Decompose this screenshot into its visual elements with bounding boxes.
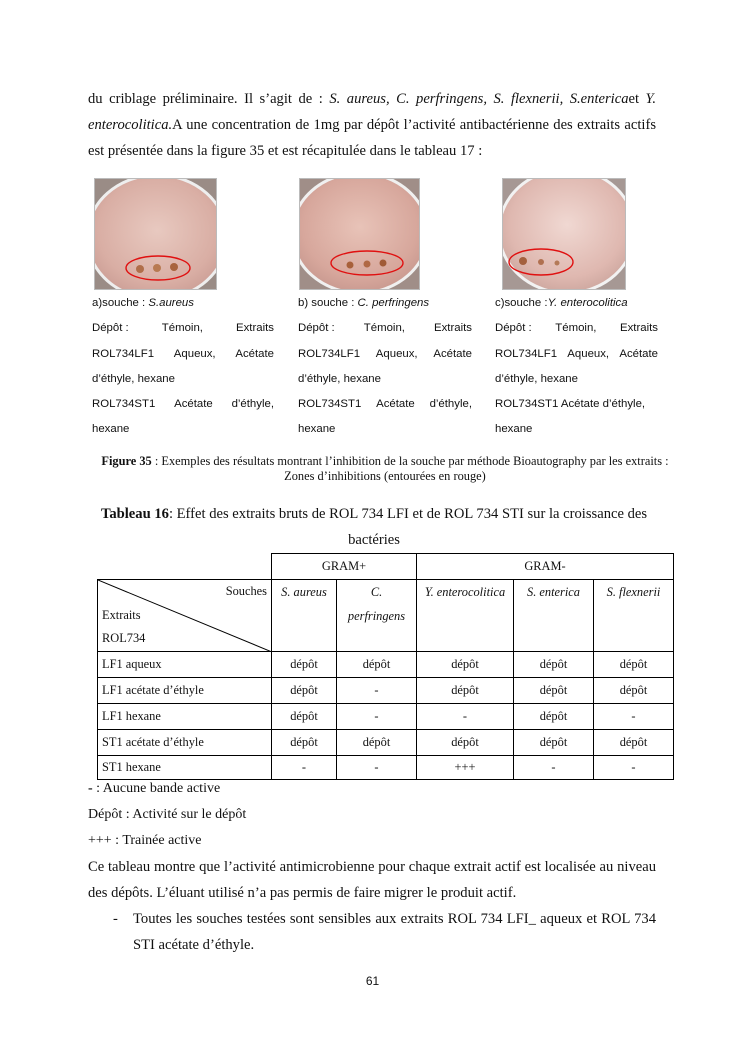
conclusion-paragraph: Ce tableau montre que l’activité antimicrobienne pour chaque extrait actif est localisée au niveau des dépôts. L’éluant utilisé n’a pas permis de faire migrer le produit actif.: [88, 859, 656, 901]
table-cell: dépôt: [594, 678, 674, 704]
table-cell: dépôt: [594, 730, 674, 756]
bullet-item: [113, 906, 656, 958]
page-number: 61: [365, 974, 380, 988]
row-label: LF1 hexane: [98, 704, 272, 730]
cap-word: Acétate: [433, 347, 472, 360]
column-header: Y. enterocolitica: [417, 580, 514, 652]
results-table: [97, 553, 674, 780]
table-cell: -: [337, 678, 417, 704]
intro-paragraph: [88, 86, 656, 164]
cap-word: Dépôt :: [298, 322, 335, 335]
species-list: S. aureus, C. perfringens, S. flexnerii, S.enterica: [329, 91, 629, 107]
cap-word: ROL734ST1: [298, 398, 362, 411]
row-label: LF1 acétate d’éthyle: [98, 678, 272, 704]
panel-species: C. perfringens: [357, 297, 430, 309]
table-cell: dépôt: [514, 704, 594, 730]
cap-word: Extraits: [434, 322, 472, 335]
cap-word: Aqueux,: [375, 347, 418, 360]
cap-word: Acétate: [619, 347, 658, 360]
corner-cell: [98, 580, 272, 652]
corner-rol734: ROL734: [102, 631, 146, 645]
cap-word: Acétate: [235, 347, 274, 360]
cap-word: ROL734LF1: [495, 347, 558, 360]
cap-word: Acétate: [376, 398, 415, 411]
cap-word: d’éthyle,: [429, 398, 472, 411]
cap-word: Témoin,: [555, 322, 597, 335]
legend-symbol: -: [88, 781, 93, 796]
column-header: C. perfringens: [337, 580, 417, 652]
table-cell: dépôt: [514, 678, 594, 704]
cap-line: d’éthyle, hexane: [298, 372, 381, 385]
table-title: [88, 501, 660, 553]
table-label: Tableau 16: [100, 506, 169, 522]
panel-caption-c: [495, 291, 658, 443]
row-label: LF1 aqueux: [98, 652, 272, 678]
table-cell: dépôt: [337, 730, 417, 756]
bullet-dash: -: [113, 911, 118, 927]
table-cell: dépôt: [272, 704, 337, 730]
table-cell: dépôt: [417, 730, 514, 756]
table-row: [98, 730, 674, 756]
petri-photo-a: [94, 178, 217, 290]
panel-species: S.aureus: [148, 297, 194, 309]
table-cell: dépôt: [514, 652, 594, 678]
table-cell: -: [272, 756, 337, 780]
table-title-text: : Effet des extraits bruts de ROL 734 LFI et de ROL 734 STI sur la croissance des bactéries: [168, 506, 648, 548]
cap-word: ROL734LF1: [92, 347, 155, 360]
intro-et: et: [628, 91, 646, 107]
column-header: S. aureus: [272, 580, 337, 652]
cap-word: d’éthyle,: [231, 398, 274, 411]
cap-line: hexane: [298, 423, 336, 436]
table-cell: dépôt: [272, 730, 337, 756]
table-cell: dépôt: [594, 652, 674, 678]
cap-word: Dépôt :: [92, 322, 129, 335]
species-last: Y. enterocolitica.: [88, 91, 656, 133]
column-header: S. enterica: [514, 580, 594, 652]
table-cell: -: [594, 756, 674, 780]
petri-photo-c: [502, 178, 626, 290]
legend-text: : Aucune bande active: [92, 781, 221, 796]
panel-label: b) souche :: [298, 297, 358, 309]
column-header: S. flexnerii: [594, 580, 674, 652]
corner-extraits: Extraits: [102, 608, 141, 622]
bullet-text: Toutes les souches testées sont sensibles aux extraits ROL 734 LFI_ aqueux et ROL 734 STI acétate d’éthyle.: [133, 911, 656, 953]
table-cell: -: [514, 756, 594, 780]
gram-positive-header: GRAM+: [272, 554, 417, 580]
cap-line: ROL734ST1 Acétate d’éthyle,: [495, 398, 646, 411]
table-cell: -: [337, 704, 417, 730]
cap-word: Dépôt :: [495, 322, 532, 335]
cap-line: d’éthyle, hexane: [495, 372, 578, 385]
panel-caption-a: [92, 291, 274, 443]
table-row: [98, 678, 674, 704]
cap-word: Aqueux,: [173, 347, 216, 360]
legend-line-3: +++ : Trainée active: [88, 833, 202, 848]
intro-text: du criblage préliminaire. Il s’agit de :: [88, 91, 330, 107]
legend-line-1: [88, 776, 220, 802]
figure-caption: [90, 454, 680, 484]
panel-label: c)souche :: [495, 297, 548, 309]
table-row: [98, 554, 674, 580]
table-cell: dépôt: [272, 678, 337, 704]
cap-word: Acétate: [174, 398, 213, 411]
table-cell: dépôt: [417, 678, 514, 704]
table-cell: +++: [417, 756, 514, 780]
cap-word: ROL734LF1: [298, 347, 361, 360]
corner-souches: Souches: [225, 584, 267, 598]
cap-word: ROL734ST1: [92, 398, 156, 411]
table-cell: dépôt: [272, 652, 337, 678]
gram-negative-header: GRAM-: [417, 554, 674, 580]
cap-word: Extraits: [236, 322, 274, 335]
table-row: [98, 704, 674, 730]
table-cell: -: [594, 704, 674, 730]
table-cell: -: [417, 704, 514, 730]
table-row: [98, 580, 674, 652]
intro-text-2: A une concentration de 1mg par dépôt l’activité antibactérienne des extraits actifs est présentée dans la figure 35 et est récapitulée dans le tableau 17 :: [88, 117, 656, 159]
cap-word: Témoin,: [363, 322, 405, 335]
empty-cell: [98, 554, 272, 580]
table-cell: dépôt: [514, 730, 594, 756]
cap-word: Témoin,: [161, 322, 203, 335]
cap-line: d’éthyle, hexane: [92, 372, 175, 385]
table-row: [98, 652, 674, 678]
cap-word: Extraits: [620, 322, 658, 335]
cap-line: hexane: [495, 423, 533, 436]
table-cell: dépôt: [417, 652, 514, 678]
legend-line-2: Dépôt : Activité sur le dépôt: [88, 807, 247, 822]
cap-line: hexane: [92, 423, 130, 436]
row-label: ST1 hexane: [98, 756, 272, 780]
panel-label: a)souche :: [92, 297, 149, 309]
table-cell: -: [337, 756, 417, 780]
figure-label: Figure 35: [101, 454, 152, 468]
panel-caption-b: [298, 291, 472, 443]
panel-species: Y. enterocolitica: [547, 297, 628, 309]
row-label: ST1 acétate d’éthyle: [98, 730, 272, 756]
table-cell: dépôt: [337, 652, 417, 678]
figure-caption-text: : Exemples des résultats montrant l’inhibition de la souche par méthode Bioautography par les extraits : Zones d’inhibitions (entourées en rouge): [151, 454, 669, 483]
cap-word: Aqueux,: [567, 347, 610, 360]
petri-photo-b: [299, 178, 420, 290]
